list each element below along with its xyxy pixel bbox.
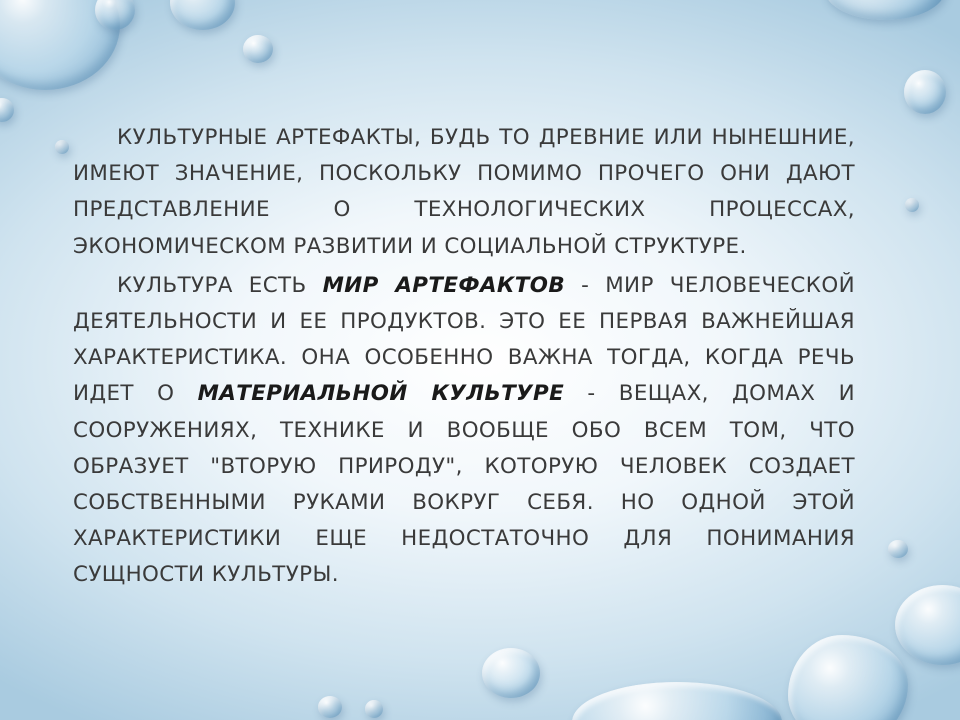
- water-drop-decoration: [365, 700, 383, 718]
- slide-body-text: [73, 120, 855, 594]
- water-drop-decoration: [0, 98, 14, 122]
- water-drop-decoration: [895, 585, 960, 665]
- paragraph-1: КУЛЬТУРНЫЕ АРТЕФАКТЫ, БУДЬ ТО ДРЕВНИЕ ИЛИ НЫНЕШНИЕ, ИМЕЮТ ЗНАЧЕНИЕ, ПОСКОЛЬКУ ПОМИМО ПРОЧЕГО ОНИ ДАЮТ ПРЕДСТАВЛЕНИЕ О ТЕХНОЛОГИЧЕСКИХ ПРОЦЕССАХ, ЭКОНОМИЧЕСКОМ РАЗВИТИИ И СОЦИАЛЬНОЙ СТРУКТУРЕ.: [73, 125, 855, 259]
- water-drop-decoration: [825, 0, 945, 20]
- water-drop-decoration: [170, 0, 235, 30]
- paragraph-2-text-3: - ВЕЩАХ, ДОМАХ И СООРУЖЕНИЯХ, ТЕХНИКЕ И ВООБЩЕ ОБО ВСЕМ ТОМ, ЧТО ОБРАЗУЕТ "ВТОРУЮ ПРИРОДУ", КОТОРУЮ ЧЕЛОВЕК СОЗДАЕТ СОБСТВЕННЫМИ РУКАМИ ВОКРУГ СЕБЯ. НО ОДНОЙ ЭТОЙ ХАРАКТЕРИСТИКИ ЕЩЕ НЕДОСТАТОЧНО ДЛЯ ПОНИМАНИЯ СУЩНОСТИ КУЛЬТУРЫ.: [73, 381, 855, 588]
- paragraph-2-text-1: КУЛЬТУРА ЕСТЬ: [117, 272, 323, 298]
- emphasis-material-culture: МАТЕРИАЛЬНОЙ КУЛЬТУРЕ: [197, 381, 565, 407]
- paragraph-2: [73, 268, 855, 594]
- water-drop-decoration: [788, 635, 908, 720]
- water-drop-decoration: [243, 35, 273, 63]
- water-drop-decoration: [318, 696, 342, 718]
- paragraph-2-text-2: - МИР ЧЕЛОВЕЧЕСКОЙ ДЕЯТЕЛЬНОСТИ И ЕЕ ПРОДУКТОВ. ЭТО ЕЕ ПЕРВАЯ ВАЖНЕЙШАЯ ХАРАКТЕРИСТИКА. ОНА ОСОБЕННО ВАЖНА ТОГДА, КОГДА РЕЧЬ ИДЕТ О: [73, 272, 855, 407]
- water-drop-decoration: [482, 648, 540, 698]
- water-drop-decoration: [905, 198, 919, 212]
- water-drop-decoration: [55, 140, 69, 154]
- water-drop-decoration: [904, 70, 946, 114]
- water-drop-decoration: [572, 682, 782, 720]
- emphasis-world-of-artifacts: МИР АРТЕФАКТОВ: [322, 272, 566, 298]
- water-drop-decoration: [888, 540, 908, 558]
